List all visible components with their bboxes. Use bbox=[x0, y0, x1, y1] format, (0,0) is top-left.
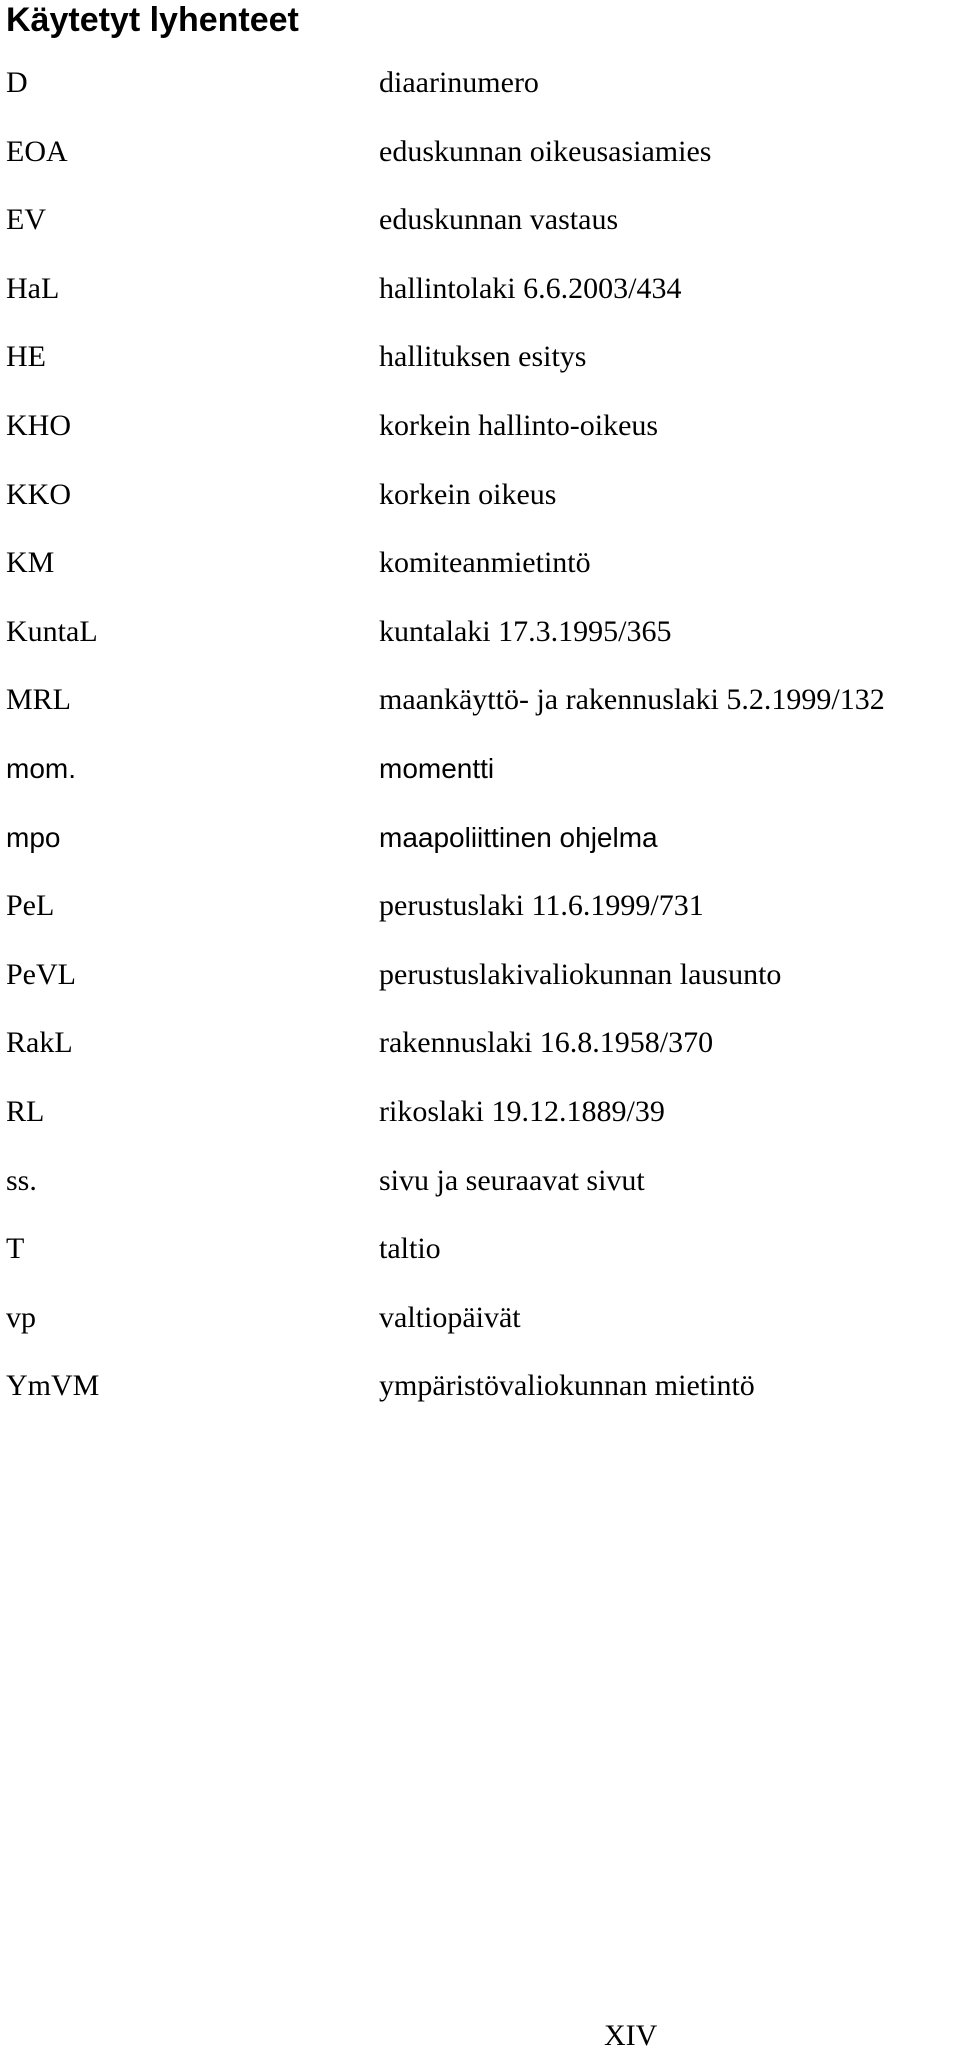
abbreviation-definition: rikoslaki 19.12.1889/39 bbox=[379, 1094, 665, 1128]
abbreviation-term: EV bbox=[6, 203, 46, 237]
abbreviation-term: YmVM bbox=[6, 1369, 100, 1403]
list-item bbox=[6, 881, 956, 950]
abbreviation-term: T bbox=[6, 1232, 25, 1266]
list-item bbox=[6, 195, 956, 264]
list-item bbox=[6, 1018, 956, 1087]
abbreviation-term: EOA bbox=[6, 134, 68, 168]
abbreviation-term: mom. bbox=[6, 752, 76, 784]
list-item bbox=[6, 744, 956, 813]
abbreviation-term: RakL bbox=[6, 1026, 73, 1060]
abbreviation-definition: sivu ja seuraavat sivut bbox=[379, 1163, 645, 1197]
abbreviation-term: D bbox=[6, 66, 28, 99]
abbreviation-definition: valtiopäivät bbox=[379, 1300, 521, 1334]
abbreviation-definition: komiteanmietintö bbox=[379, 546, 591, 580]
list-item bbox=[6, 1087, 956, 1156]
abbreviation-definition: perustuslakivaliokunnan lausunto bbox=[379, 957, 782, 991]
abbreviation-term: PeL bbox=[6, 889, 55, 923]
abbreviation-definition: hallituksen esitys bbox=[379, 340, 587, 374]
abbreviation-term: ss. bbox=[6, 1163, 37, 1197]
abbreviation-term: KKO bbox=[6, 477, 71, 511]
abbreviation-term: mpo bbox=[6, 821, 61, 853]
list-item bbox=[6, 470, 956, 539]
list-item bbox=[6, 127, 956, 196]
page-title: Käytetyt lyhenteet bbox=[6, 1, 299, 39]
abbreviation-term: HE bbox=[6, 340, 46, 374]
abbreviation-term: KuntaL bbox=[6, 614, 98, 648]
list-item bbox=[6, 607, 956, 676]
list-item bbox=[6, 264, 956, 333]
abbreviation-definition: hallintolaki 6.6.2003/434 bbox=[379, 271, 682, 305]
abbreviation-definition: perustuslaki 11.6.1999/731 bbox=[379, 889, 704, 923]
list-item bbox=[6, 332, 956, 401]
list-item bbox=[6, 58, 956, 127]
list-item bbox=[6, 538, 956, 607]
abbreviation-definition: momentti bbox=[379, 752, 495, 784]
abbreviation-term: KHO bbox=[6, 408, 71, 442]
list-item bbox=[6, 813, 956, 882]
abbreviation-definition: taltio bbox=[379, 1232, 441, 1266]
abbreviation-definition: diaarinumero bbox=[379, 66, 539, 99]
abbreviation-term: RL bbox=[6, 1094, 45, 1128]
list-item bbox=[6, 950, 956, 1019]
list-item bbox=[6, 1156, 956, 1225]
list-item bbox=[6, 675, 956, 744]
abbreviation-definition: ympäristövaliokunnan mietintö bbox=[379, 1369, 755, 1403]
abbreviation-list bbox=[6, 58, 956, 1430]
list-item bbox=[6, 1224, 956, 1293]
list-item bbox=[6, 1361, 956, 1430]
abbreviation-term: HaL bbox=[6, 271, 60, 305]
abbreviation-definition: maankäyttö- ja rakennuslaki 5.2.1999/132 bbox=[379, 683, 885, 717]
list-item bbox=[6, 1293, 956, 1362]
abbreviation-term: KM bbox=[6, 546, 55, 580]
abbreviation-definition: korkein hallinto-oikeus bbox=[379, 408, 659, 442]
abbreviation-term: MRL bbox=[6, 683, 72, 717]
abbreviation-definition: eduskunnan vastaus bbox=[379, 203, 619, 237]
abbreviation-definition: korkein oikeus bbox=[379, 477, 557, 511]
abbreviation-definition: kuntalaki 17.3.1995/365 bbox=[379, 614, 672, 648]
abbreviation-term: PeVL bbox=[6, 957, 76, 991]
page-number: XIV bbox=[604, 2019, 658, 2052]
abbreviation-definition: maapoliittinen ohjelma bbox=[379, 821, 658, 853]
list-item bbox=[6, 401, 956, 470]
abbreviation-term: vp bbox=[6, 1300, 36, 1334]
abbreviation-definition: eduskunnan oikeusasiamies bbox=[379, 134, 712, 168]
abbreviation-definition: rakennuslaki 16.8.1958/370 bbox=[379, 1026, 714, 1060]
